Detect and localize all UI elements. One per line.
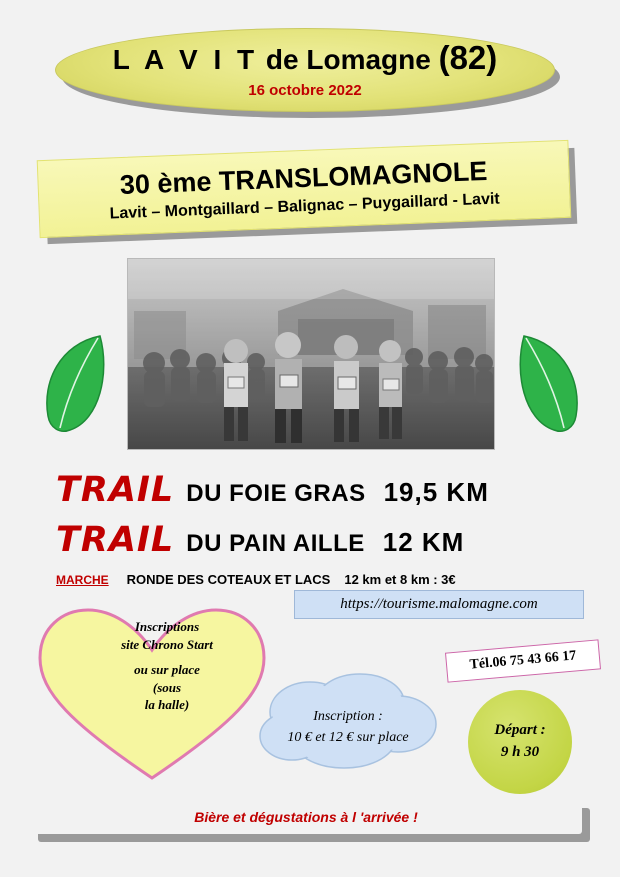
website-link[interactable]: https://tourisme.malomagne.com xyxy=(340,596,538,612)
leaf-right-icon xyxy=(512,330,586,445)
marche-text: RONDE DES COTEAUX ET LACS xyxy=(126,572,331,587)
race-2-word: TRAIL xyxy=(56,520,175,560)
footer-bar xyxy=(30,800,582,834)
race-1-distance: 19,5 KM xyxy=(383,477,489,507)
registration-heart-text xyxy=(92,618,242,714)
race-photo xyxy=(127,258,495,450)
title-town-spaced: L A V I T xyxy=(112,44,259,76)
website-box[interactable] xyxy=(294,590,584,619)
registration-price-text xyxy=(258,706,438,748)
race-line-1 xyxy=(56,470,489,510)
banner-route: Lavit – Montgaillard – Balignac – Puygaillard - Lavit xyxy=(109,190,500,222)
heart-line-1: Inscriptions xyxy=(134,619,200,634)
footer-text: Bière et dégustations à l 'arrivée ! xyxy=(194,809,418,825)
start-time-text xyxy=(494,720,545,764)
banner-edition-title: 30 ème TRANSLOMAGNOLE xyxy=(119,155,488,200)
race-1-name: DU FOIE GRAS xyxy=(186,480,366,507)
title-department: (82) xyxy=(438,39,498,77)
heart-line-3: ou sur place xyxy=(134,662,200,678)
race-line-2 xyxy=(56,520,464,560)
race-2-distance: 12 KM xyxy=(382,527,465,557)
race-1-word: TRAIL xyxy=(56,470,175,510)
depart-label: Départ : xyxy=(494,722,546,739)
phone-box[interactable] xyxy=(445,639,601,682)
leaf-left-icon xyxy=(38,330,112,445)
race-photo-illustration xyxy=(128,259,494,449)
marche-label: MARCHE xyxy=(56,573,109,587)
cloud-line-1: Inscription : xyxy=(313,709,383,724)
cloud-line-2: 10 € et 12 € sur place xyxy=(287,730,409,745)
title-town-rest: de Lomagne xyxy=(258,44,439,76)
race-2-name: DU PAIN AILLE xyxy=(186,530,365,557)
event-date: 16 octobre 2022 xyxy=(248,81,362,99)
depart-time: 9 h 30 xyxy=(500,744,540,760)
marche-price: 12 km et 8 km : 3€ xyxy=(344,572,456,587)
page-title xyxy=(113,41,498,76)
phone-number[interactable]: Tél.06 75 43 66 17 xyxy=(469,648,577,673)
heart-line-2: site Chrono Start xyxy=(121,636,213,652)
title-ellipse xyxy=(55,28,555,112)
heart-line-5: la halle) xyxy=(144,697,190,713)
marche-line xyxy=(56,572,456,587)
heart-line-4: (sous xyxy=(152,679,182,695)
start-time-circle xyxy=(468,690,572,794)
